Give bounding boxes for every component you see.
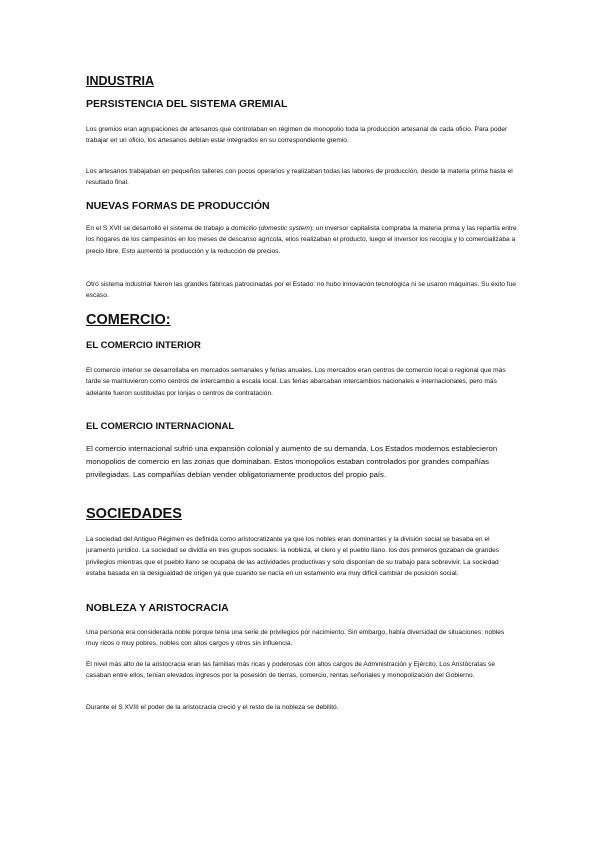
section-title-sociedades: SOCIEDADES [86, 506, 182, 522]
paragraph-noble: Una persona era considerada noble porque tenía una serie de privilegios por nacimiento. Sin embargo, había diversidad de situaciones: nobles muy ricos o muy pobres, nobles con altos cargos y otros sin influencia. [86, 629, 505, 648]
paragraph-siglo-xviii: Durante el S XVIII el poder de la aristocracia creció y el resto de la nobleza se debilitó. [86, 704, 339, 711]
heading-nobleza: NOBLEZA Y ARISTOCRACIA [86, 602, 229, 614]
section-title-industria: INDUSTRIA [86, 74, 155, 88]
paragraph-text: ): un inversor capitalista compraba la materia prima y las repartía entre los hogares de los campesinos en los meses de descanso agrícola, ellos realizaban el producto, luego el inversor los recogía y lo comercializaba a precio libre. Esto aumentó la producción y la reducción de precios. [86, 225, 517, 255]
paragraph-comercio-internacional: El comercio internacional sufrió una expansión colonial y aumento de su demanda. Los Estados modernos establecieron monopolios de comercio en las zonas que dominaban. Estos monopolios estaban controlados por grandes compañías privilegiadas. Las compañías debían vender obligatoriamente productos del propio país. [86, 444, 498, 480]
paragraph-comercio-interior: El comercio interior se desarrollaba en mercados semanales y ferias anuales. Los mercados eran centros de comercio local o regional que más tarde se mantuvieron como centros de intercambio a escala local. Las ferias abarcaban intercambios nacionales e internacionales, pero más adelante fueron sustituidas por lonjas o centros de contratación. [86, 367, 506, 397]
paragraph-gremios: Los gremios eran agrupaciones de artesanos que controlaban en régimen de monopolio toda la producción artesanal de cada oficio. Para poder trabajar en un oficio, los artesanos debían estar integrados en su correspondiente gremio. [86, 126, 508, 145]
paragraph-aristocracia: El nivel más alto de la aristocracia eran las familias más ricas y poderosas con altos cargos de Administración y Ejército. Los Aristócratas se casaban entre ellos, tenían elevados ingresos por la posesión de tierras, comercio, rentas señoriales y monopolización del Gobierno. [86, 661, 495, 680]
heading-comercio-interior: EL COMERCIO INTERIOR [86, 340, 201, 351]
section-title-comercio: COMERCIO: [86, 312, 171, 328]
heading-comercio-internacional: EL COMERCIO INTERNACIONAL [86, 421, 235, 432]
heading-nuevas-formas: NUEVAS FORMAS DE PRODUCCIÓN [86, 200, 270, 212]
paragraph-fabricas: Otro sistema industrial fueron las grandes fábricas patrocinadas por el Estado: no hubo innovación tecnológica ni se usaron máquinas. Su éxito fue escaso. [86, 281, 516, 300]
paragraph-sociedad: La sociedad del Antiguo Régimen es definida como aristocratizante ya que los nobles eran dominantes y la división social se basaba en el juramento jurídico. La sociedad se dividía en tres grupos sociales: la nobleza, el clero y el pueblo llano. los dos primeros gozaban de grandes privilegios mientras que el pueblo llano se ocupaba de las actividades productivas y solo disponían de su trabajo para sobrevivir. La sociedad estaba basada en la desigualdad de origen ya que cuando se nacía en un estamento era muy difícil cambiar de posición social. [86, 536, 500, 578]
heading-persistencia: PERSISTENCIA DEL SISTEMA GREMIAL [86, 98, 288, 110]
paragraph-artesanos: Los artesanos trabajaban en pequeños talleres con pocos operarios y realizaban todas las labores de producción, desde la materia prima hasta el resultado final. [86, 168, 513, 187]
paragraph-emphasis: domestic system [260, 225, 310, 232]
paragraph-domestic-system [86, 223, 518, 257]
paragraph-text: En el S XVII se desarrolló el sistema de trabajo a domicilio ( [86, 225, 261, 232]
